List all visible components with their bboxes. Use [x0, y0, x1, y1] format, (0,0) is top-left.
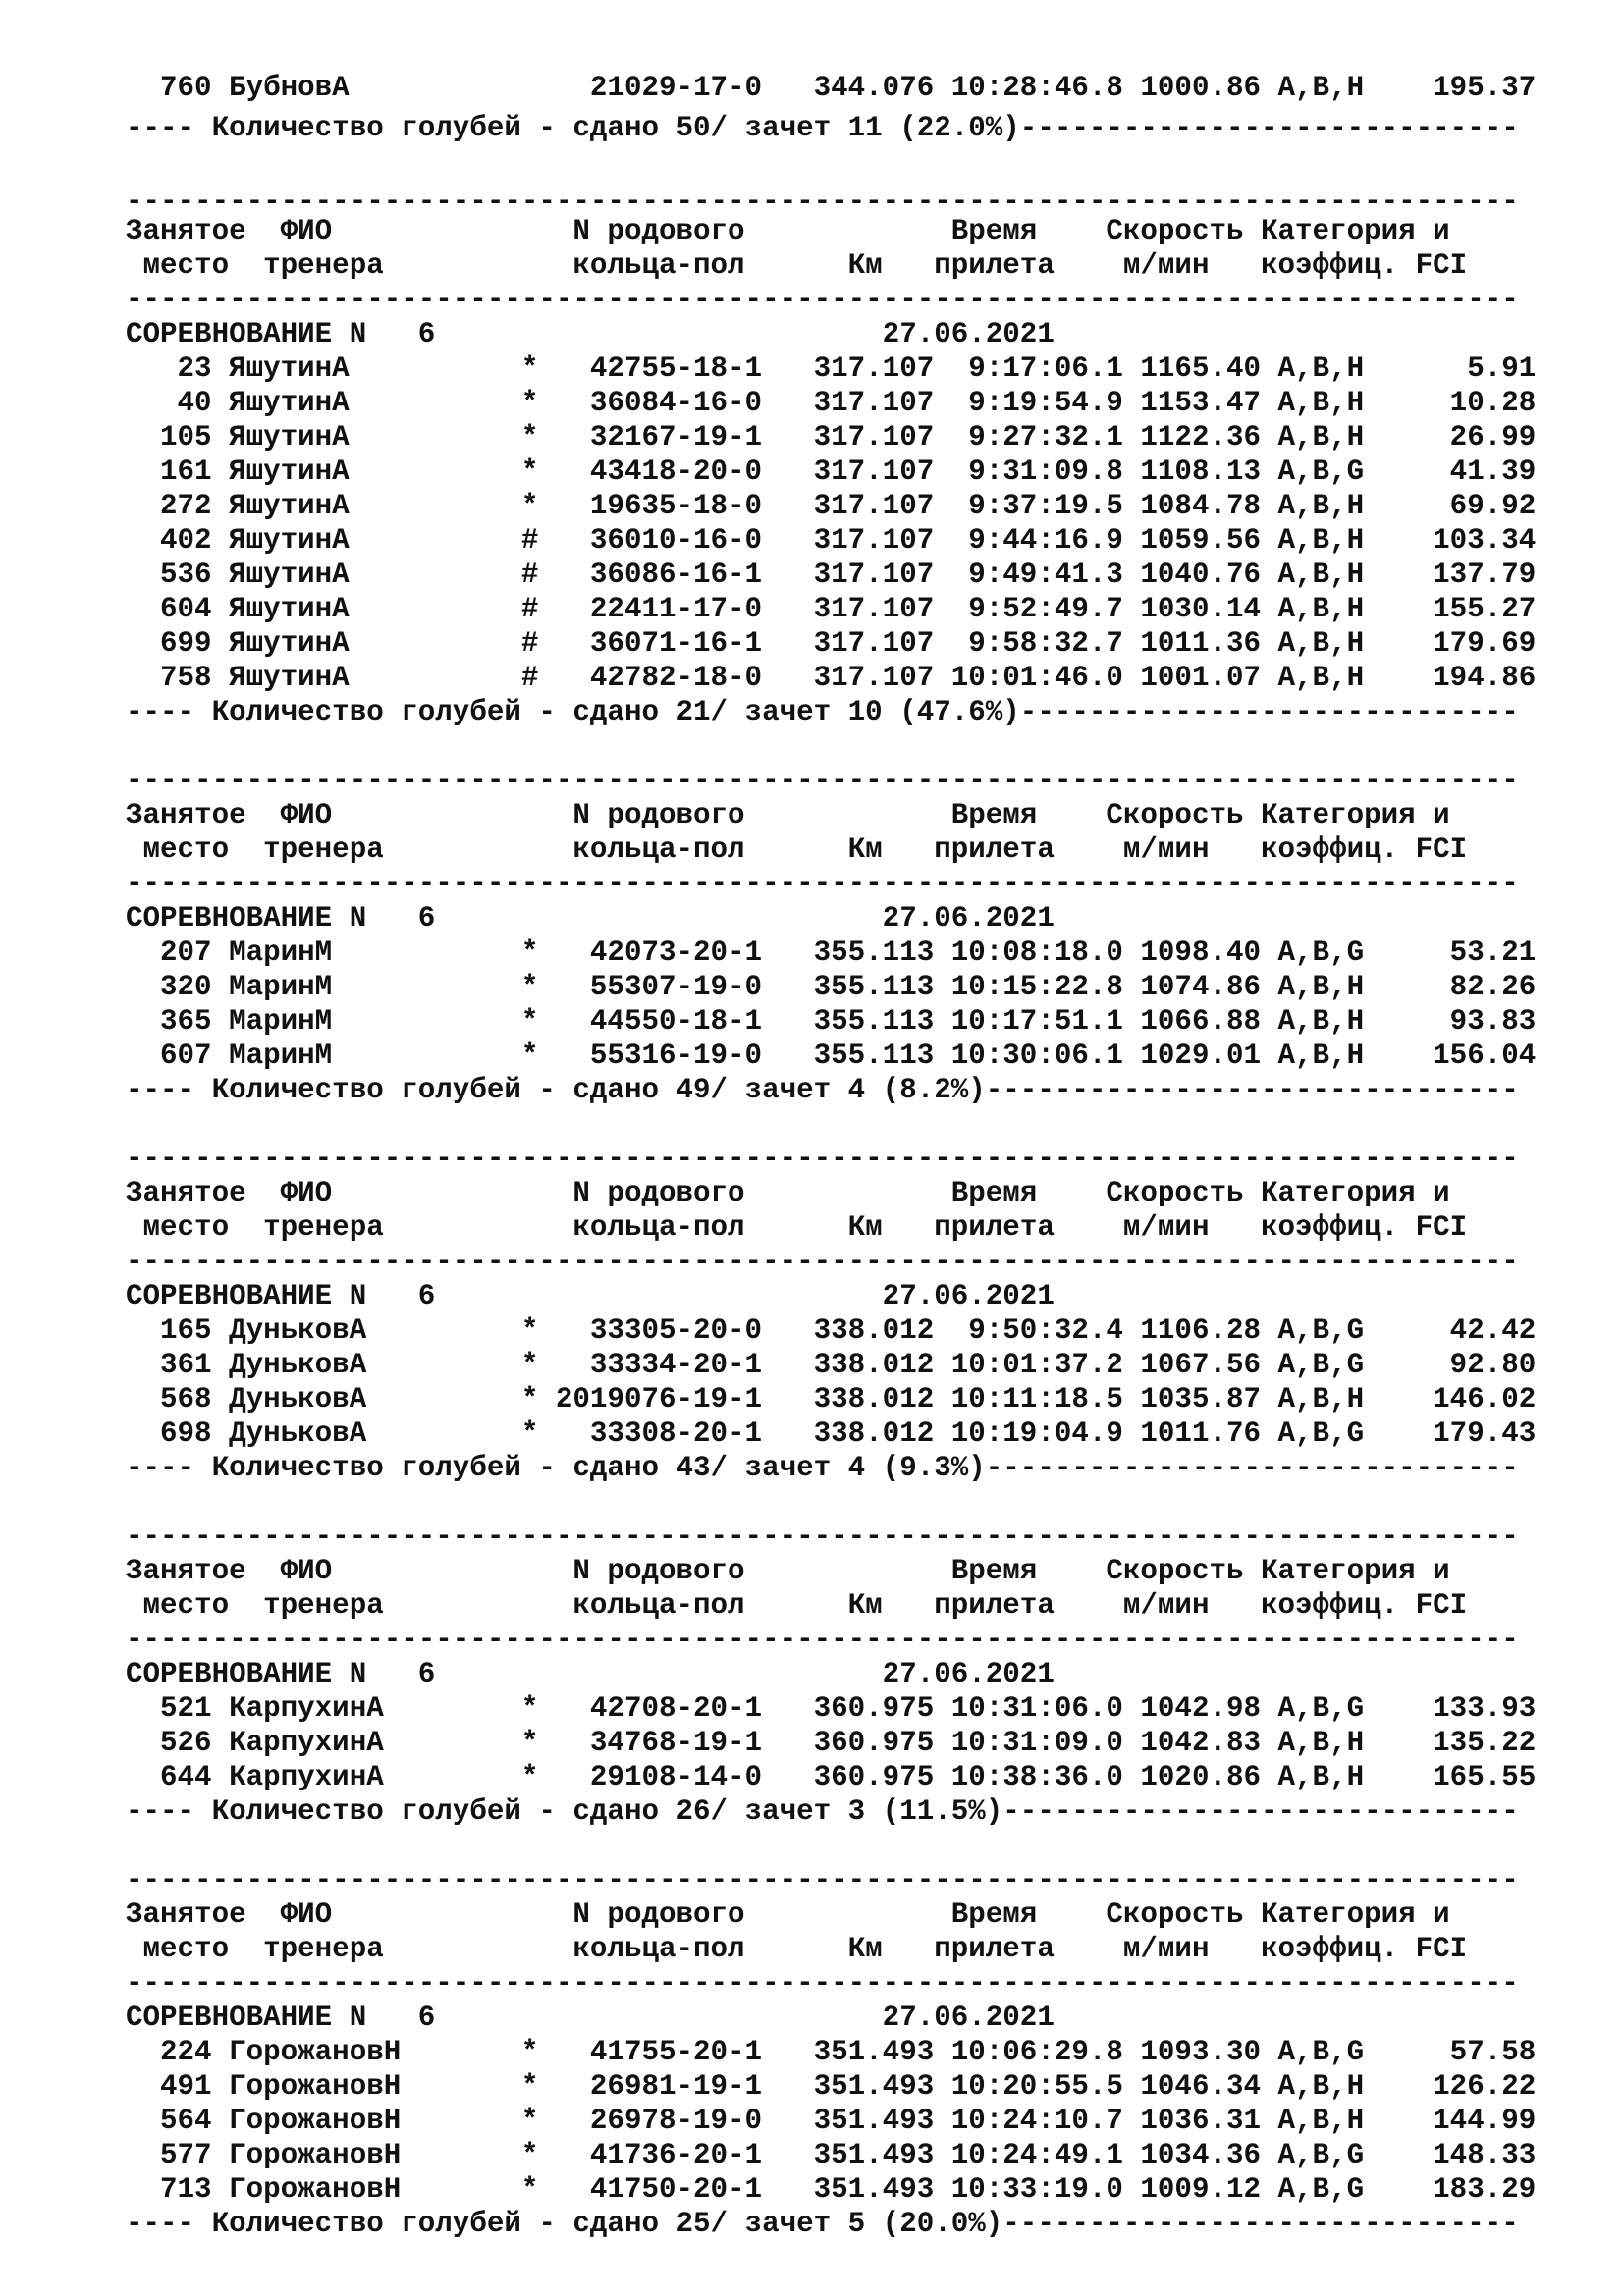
header-line-1: Занятое ФИО N родового Время Скорость Категория и — [126, 1898, 1450, 1931]
result-row: 699 ЯшутинА # 36071-16-1 317.107 9:58:32.7 1011.36 A,B,H 179.69 — [126, 627, 1537, 660]
divider-line: --------------------------------------------------------------------------------- — [126, 1143, 1519, 1175]
header-line-1: Занятое ФИО N родового Время Скорость Категория и — [126, 215, 1450, 247]
header-line-2: место тренера кольца-пол Км прилета м/мин коэффиц. FCI — [126, 1589, 1468, 1622]
result-row: 698 ДуньковА * 33308-20-1 338.012 10:19:04.9 1011.76 A,B,G 179.43 — [126, 1417, 1537, 1450]
summary-line: ---- Количество голубей - сдано 25/ зачет 5 (20.0%)------------------------------ — [126, 2208, 1519, 2240]
header-line-1: Занятое ФИО N родового Время Скорость Категория и — [126, 1555, 1450, 1587]
result-row: 760 БубновА 21029-17-0 344.076 10:28:46.8 1000.86 A,B,H 195.37 — [126, 72, 1537, 104]
header-line-2: место тренера кольца-пол Км прилета м/мин коэффиц. FCI — [126, 833, 1468, 866]
result-row: 224 ГорожановН * 41755-20-1 351.493 10:06:29.8 1093.30 A,B,G 57.58 — [126, 2036, 1537, 2068]
divider-line: --------------------------------------------------------------------------------- — [126, 868, 1519, 900]
summary-line: ---- Количество голубей - сдано 49/ зачет 4 (8.2%)------------------------------- — [126, 1074, 1519, 1106]
result-row: 604 ЯшутинА # 22411-17-0 317.107 9:52:49.7 1030.14 A,B,H 155.27 — [126, 593, 1537, 625]
header-line-2: место тренера кольца-пол Км прилета м/мин коэффиц. FCI — [126, 249, 1468, 282]
result-row: 207 МаринМ * 42073-20-1 355.113 10:08:18.0 1098.40 A,B,G 53.21 — [126, 936, 1537, 969]
result-row: 607 МаринМ * 55316-19-0 355.113 10:30:06.1 1029.01 A,B,H 156.04 — [126, 1040, 1537, 1072]
result-row: 320 МаринМ * 55307-19-0 355.113 10:15:22.8 1074.86 A,B,H 82.26 — [126, 971, 1537, 1003]
header-line-2: место тренера кольца-пол Км прилета м/мин коэффиц. FCI — [126, 1211, 1468, 1244]
header-line-1: Занятое ФИО N родового Время Скорость Категория и — [126, 1177, 1450, 1209]
result-row: 361 ДуньковА * 33334-20-1 338.012 10:01:37.2 1067.56 A,B,G 92.80 — [126, 1349, 1537, 1381]
divider-line: --------------------------------------------------------------------------------- — [126, 765, 1519, 797]
result-row: 365 МаринМ * 44550-18-1 355.113 10:17:51.1 1066.88 A,B,H 93.83 — [126, 1005, 1537, 1038]
result-row: 536 ЯшутинА # 36086-16-1 317.107 9:49:41.3 1040.76 A,B,H 137.79 — [126, 559, 1537, 591]
result-row: 491 ГорожановН * 26981-19-1 351.493 10:20:55.5 1046.34 A,B,H 126.22 — [126, 2070, 1537, 2103]
result-row: 758 ЯшутинА # 42782-18-0 317.107 10:01:46.0 1001.07 A,B,H 194.86 — [126, 662, 1537, 694]
divider-line: --------------------------------------------------------------------------------- — [126, 1246, 1519, 1278]
header-line-1: Занятое ФИО N родового Время Скорость Категория и — [126, 799, 1450, 831]
divider-line: --------------------------------------------------------------------------------- — [126, 186, 1519, 218]
divider-line: --------------------------------------------------------------------------------- — [126, 1864, 1519, 1896]
competition-line: СОРЕВНОВАНИЕ N 6 27.06.2021 — [126, 2002, 1055, 2034]
divider-line: --------------------------------------------------------------------------------- — [126, 284, 1519, 316]
summary-line: ---- Количество голубей - сдано 21/ зачет 10 (47.6%)----------------------------- — [126, 696, 1519, 728]
result-row: 40 ЯшутинА * 36084-16-0 317.107 9:19:54.9 1153.47 A,B,H 10.28 — [126, 387, 1537, 419]
header-line-2: место тренера кольца-пол Км прилета м/мин коэффиц. FCI — [126, 1933, 1468, 1965]
result-row: 402 ЯшутинА # 36010-16-0 317.107 9:44:16.9 1059.56 A,B,H 103.34 — [126, 524, 1537, 557]
result-row: 272 ЯшутинА * 19635-18-0 317.107 9:37:19.5 1084.78 A,B,H 69.92 — [126, 490, 1537, 522]
result-row: 577 ГорожановН * 41736-20-1 351.493 10:24:49.1 1034.36 A,B,G 148.33 — [126, 2139, 1537, 2171]
divider-line: --------------------------------------------------------------------------------- — [126, 1624, 1519, 1656]
result-row: 644 КарпухинА * 29108-14-0 360.975 10:38:36.0 1020.86 A,B,H 165.55 — [126, 1761, 1537, 1793]
competition-line: СОРЕВНОВАНИЕ N 6 27.06.2021 — [126, 1280, 1055, 1312]
summary-line: ---- Количество голубей - сдано 43/ зачет 4 (9.3%)------------------------------- — [126, 1452, 1519, 1484]
result-row: 526 КарпухинА * 34768-19-1 360.975 10:31:09.0 1042.83 A,B,H 135.22 — [126, 1727, 1537, 1759]
competition-line: СОРЕВНОВАНИЕ N 6 27.06.2021 — [126, 1658, 1055, 1690]
competition-line: СОРЕВНОВАНИЕ N 6 27.06.2021 — [126, 902, 1055, 934]
result-row: 23 ЯшутинА * 42755-18-1 317.107 9:17:06.1 1165.40 A,B,H 5.91 — [126, 352, 1537, 385]
result-row: 105 ЯшутинА * 32167-19-1 317.107 9:27:32.1 1122.36 A,B,H 26.99 — [126, 421, 1537, 454]
summary-line: ---- Количество голубей - сдано 50/ зачет 11 (22.0%)----------------------------- — [126, 112, 1519, 144]
divider-line: --------------------------------------------------------------------------------- — [126, 1521, 1519, 1553]
result-row: 165 ДуньковА * 33305-20-0 338.012 9:50:32.4 1106.28 A,B,G 42.42 — [126, 1314, 1537, 1347]
divider-line: --------------------------------------------------------------------------------- — [126, 1967, 1519, 2000]
competition-line: СОРЕВНОВАНИЕ N 6 27.06.2021 — [126, 318, 1055, 350]
result-row: 521 КарпухинА * 42708-20-1 360.975 10:31:06.0 1042.98 A,B,G 133.93 — [126, 1692, 1537, 1725]
result-row: 568 ДуньковА * 2019076-19-1 338.012 10:11:18.5 1035.87 A,B,H 146.02 — [126, 1383, 1537, 1415]
summary-line: ---- Количество голубей - сдано 26/ зачет 3 (11.5%)------------------------------ — [126, 1795, 1519, 1828]
result-row: 161 ЯшутинА * 43418-20-0 317.107 9:31:09.8 1108.13 A,B,G 41.39 — [126, 455, 1537, 488]
result-row: 564 ГорожановН * 26978-19-0 351.493 10:24:10.7 1036.31 A,B,H 144.99 — [126, 2105, 1537, 2137]
result-row: 713 ГорожановН * 41750-20-1 351.493 10:33:19.0 1009.12 A,B,G 183.29 — [126, 2173, 1537, 2206]
